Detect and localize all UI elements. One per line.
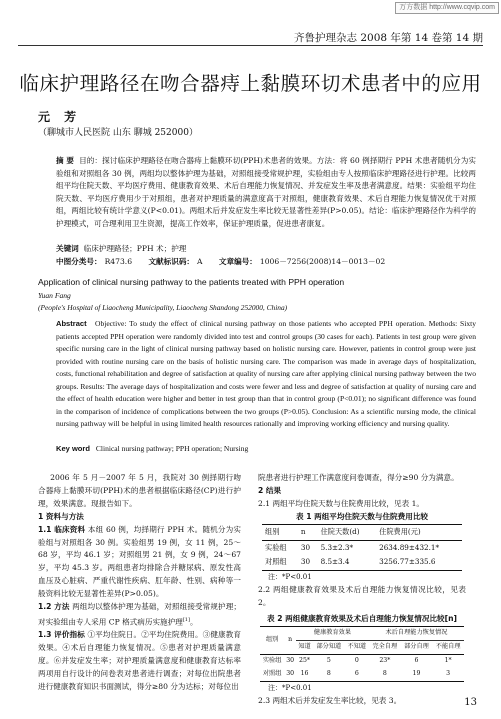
doc-value: A [197, 257, 203, 266]
table-1 [262, 524, 462, 572]
heading-1-2: 1.2 方法 [38, 602, 70, 612]
section-heading-1: 1 资料与方法 [38, 511, 84, 521]
table-2-caption: 表 2 两组健康教育效果及术后自理能力恢复情况比较[n] [267, 614, 457, 624]
keywords-text: 临床护理路径；PPH 术；护理 [83, 244, 187, 253]
table-subheader: 完全自理 [372, 642, 398, 650]
table-cell: 30 [286, 669, 295, 677]
table-cell: 8.5±3.4 [320, 557, 350, 567]
text-1-3: ①平均住院日。②平均住院费用。③健康教育效果。④术后自理能力恢复情况。⑤患者对护理质量满意度。⑥并发症发生率；对护理质量满意度和健康教育达标率两项用自行设计的问卷表对患者进行调查；对每位出院患者进行健康教育知识书面测试，得分≥80 分为达标；对每位出 [38, 630, 241, 692]
result-2-3: 2.3 两组术后并发症发生率比较，见表 3。 [258, 695, 402, 705]
table-subheader: 知道 [298, 642, 311, 650]
table-header: n [300, 526, 306, 536]
header-rule [18, 45, 483, 46]
heading-1-1: 1.1 临床资料 [38, 524, 86, 534]
table-cell: 实验组 [262, 656, 282, 664]
table-subheader: 不知道 [347, 642, 367, 650]
keywords-label: 关键词 [56, 244, 79, 253]
table-cell: 30 [300, 542, 311, 552]
english-keywords [56, 444, 476, 453]
table-cell: 19 [412, 669, 421, 677]
table-2-note: 注：*P<0.01 [268, 683, 312, 692]
english-keywords-text: Clinical nursing pathway; PPH operation; Nursing [95, 444, 249, 453]
result-2-1: 2.1 两组平均住院天数与住院费用比较，见表 1。 [258, 498, 425, 508]
english-abstract [56, 318, 476, 431]
paragraph-1-2: 1.2 方法 两组均以整体护理为基础，对照组接受常规护理；对实验组由专人采用 CP 格式病历实施护理[1]。 [38, 602, 242, 627]
table-cell: 3256.77±335.6 [379, 557, 436, 567]
table-cell: 5.3±2.3* [320, 542, 354, 552]
reference-marker: [1] [182, 616, 190, 623]
table-subheader: 部分知道 [316, 642, 342, 650]
table-cell: 23* [379, 656, 391, 664]
abstract-label: 摘 要 [56, 156, 75, 165]
english-author: Yuan Fang [38, 291, 71, 300]
chinese-keywords [56, 243, 476, 256]
table-cell: 1* [444, 656, 452, 664]
table-cell: 对照组 [262, 669, 282, 677]
table-header: n [284, 626, 296, 654]
paragraph-cont: 院患者进行护理工作满意度问卷调查，得分≥90 分为满意。 [258, 473, 459, 482]
page-title: 临床护理路径在吻合器痔上黏膜环切术患者中的应用 [19, 72, 482, 95]
table-cell: 2634.89±432.1* [379, 542, 440, 552]
table-cell: 8 [326, 669, 331, 677]
table-2 [260, 626, 464, 682]
watermark-stamp: 万方数据 http://www.cqvip.com [395, 2, 499, 14]
table-cell: 16 [300, 669, 309, 677]
table-cell: 0 [354, 656, 359, 664]
table-header: 住院费用(元) [379, 526, 421, 536]
table-cell: 对照组 [265, 557, 287, 567]
table-cell: 25* [299, 656, 310, 664]
table-cell: 实验组 [265, 542, 287, 552]
text-1-2: 两组均以整体护理为基础，对照组接受常规护理；对实验组由专人采用 CP 格式病历实施护理 [38, 602, 242, 627]
table-subheader: 部分自理 [404, 642, 429, 650]
table-header: 组别 [260, 626, 284, 654]
table-header: 住院天数(d) [320, 526, 360, 536]
table-cell: 30 [300, 557, 311, 567]
text-1-1: 本组 60 例，均择期行 PPH 术。随机分为实验组与对照组各 30 例。实验组男 19 例，女 11 例，25～68 岁，平均 46.1 岁；对照组男 21 例，女 9 例，24～67 岁，平均 45.3 岁。两组患者均排除合并糖尿病、原发性高血压及心脏病、严重代谢性疾病、肛年龄、性别、病种等一般资料比较无显著性差异(P>0.05)。 [38, 524, 241, 599]
english-keywords-label: Key word [56, 444, 90, 453]
english-title: Application of clinical nursing pathway to the patients treated with PPH operation [38, 277, 345, 287]
clc-value: R473.6 [104, 257, 133, 266]
paragraph-1-3 [38, 629, 241, 694]
table-header: 术后自理能力恢复情况 [369, 626, 464, 640]
table-cell: 3 [446, 669, 451, 677]
doc-label: 文献标识码： [148, 257, 195, 266]
result-2-2: 2.2 两组健康教育效果及术后自理能力恢复情况比较，见表 2。 [258, 585, 466, 608]
chinese-abstract [56, 155, 476, 231]
english-affiliation: (People's Hospital of Liaocheng Municipality, Liaocheng Shandong 252000, China) [38, 303, 288, 312]
heading-1-3: 1.3 评价指标 [38, 630, 85, 640]
table-row [262, 555, 462, 570]
abstract-text: 目的：探讨临床护理路径在吻合器痔上黏膜环切(PPH)术患者的效果。方法：将 60 例择期行 PPH 术患者随机分为实验组和对照组各 30 例，两组均以整体护理为基础，对照组接受常规护理，实验组由专人按照临床护理路径进行护理。比较两组平均住院天数、平均医疗费用、健康教育效果、术后自理能力恢复情况、并发症发生率及患者满意度。结果：实验组平均住院天数、平均医疗费用少于对照组，患者对护理质量的满意度高于对照组，健康教育效果、术后自理能力恢复情况优于对照组，两组比较有统计学意义(P<0.01)。两组术后并发症发生率比较无显著性差异(P>0.05)。结论：临床护理路径作为科学的护理模式，可合理利用卫生资源，提高工作效率，保证护理质量，促进患者康复。 [56, 156, 477, 228]
table-1-note: 注：*P<0.01 [268, 573, 312, 582]
intro-paragraph: 2006 年 5 月－2007 年 5 月，我院对 30 例择期行吻合器痔上黏膜环切(PPH)术的患者根据临床路径(CP)进行护理，效果满意。现报告如下。 [38, 473, 241, 508]
classification-line [56, 256, 496, 269]
journal-header: 齐鲁护理杂志 2008 年第 14 卷第 14 期 [294, 32, 483, 44]
article-label: 文章编号： [218, 257, 257, 266]
author: 元 芳 [38, 110, 82, 124]
table-cell: 8 [382, 669, 387, 677]
body-right-column [258, 472, 466, 707]
table-cell: 6 [414, 656, 419, 664]
paragraph-1-1 [38, 524, 241, 601]
affiliation: （聊城市人民医院 山东 聊城 252000） [38, 128, 198, 138]
table-row [260, 654, 464, 667]
english-abstract-text: Objective: To study the effect of clinical nursing pathway on those patients who accepted PPH operation. Methods: Sixty patients accepted PPH operation were randomly divided into test and control groups (30 cases for each). Patients in test group were given specific nursing care in the light of clinical nursing pathway based on holistic nursing care. However, patients in control group were just provided with routine nursing care on the basis of holistic nursing care. The comparison was made in average days of hospitalization, costs, functional rehabilitation and degree of satisfaction at quality of nursing care after applying clinical nursing pathway between the two groups. Results: The average days of hospitalization and costs were fewer and less and degree of satisfaction at quality of nursing care and the effect of health education were higher and better in test group than that in control group (P<0.01); no significant difference was found in the comparison of incidence of complications between the two groups (P>0.05). Conclusion: As a scientific nursing mode, the clinical nursing pathway will be helpful in using limited health resources rationally and improving working efficiency and nursing quality. [56, 319, 476, 428]
article-value: 1006－7256(2008)14－0013－02 [259, 257, 386, 266]
page-number: 13 [464, 697, 477, 708]
table-header: 健康教育效果 [296, 626, 369, 640]
table-header: 组别 [265, 526, 280, 536]
table-row [262, 540, 462, 555]
body-left-column [38, 472, 241, 694]
clc-label: 中图分类号： [56, 257, 102, 266]
table-1-caption: 表 1 两组平均住院天数与住院费用比较 [295, 511, 429, 521]
table-row [260, 668, 464, 681]
table-cell: 30 [286, 656, 295, 664]
english-abstract-label: Abstract [56, 319, 87, 328]
table-subheader: 不能自理 [435, 642, 461, 650]
table-cell: 6 [354, 669, 359, 677]
section-heading-2: 2 结果 [258, 485, 282, 495]
table-cell: 5 [326, 656, 331, 664]
